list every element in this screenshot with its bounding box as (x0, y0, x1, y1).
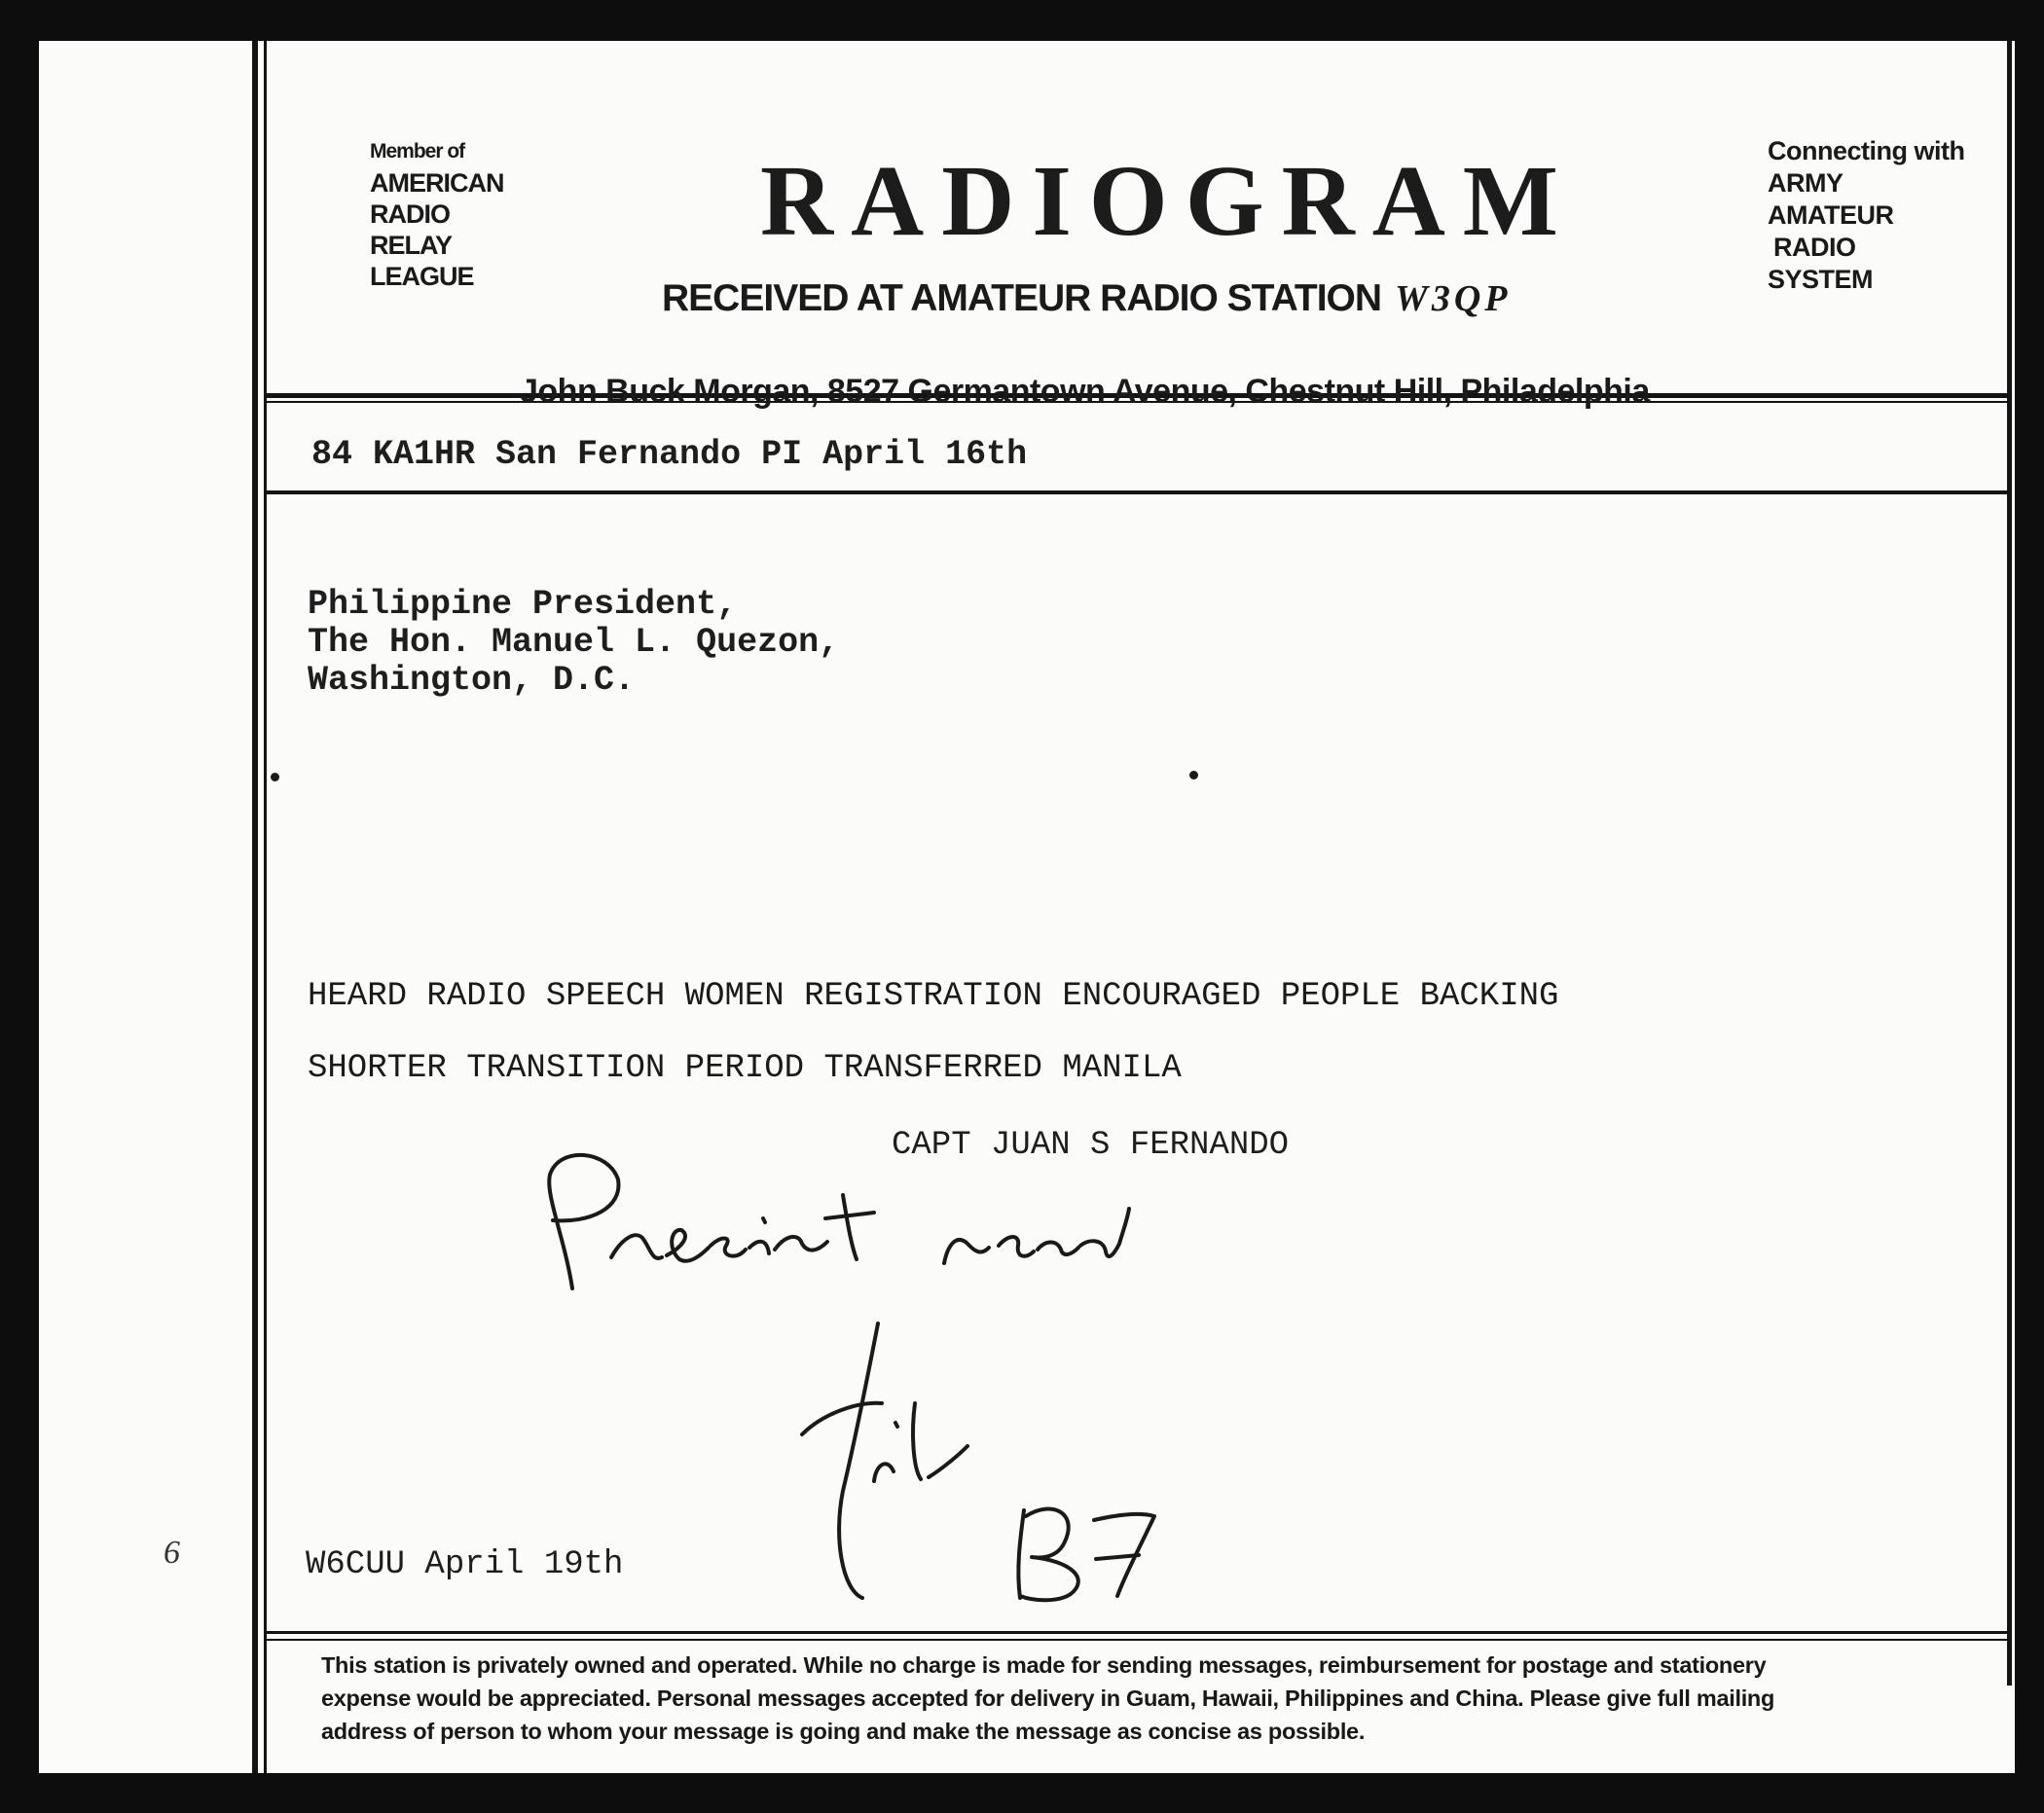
member-line: RADIO (370, 199, 450, 229)
arrl-member-block (370, 136, 545, 292)
received-text: RECEIVED AT AMATEUR RADIO STATION (662, 277, 1382, 319)
preamble-rule (267, 490, 2012, 494)
connecting-line: AMATEUR (1768, 200, 1894, 230)
stub-divider-line (252, 41, 258, 1773)
margin-page-number: 6 (164, 1535, 180, 1571)
footer-line: This station is privately owned and operated. While no charge is made for sending messages, reimbursement for postage and stationery (321, 1652, 1767, 1678)
ink-speck (271, 773, 279, 781)
connecting-block (1768, 135, 2001, 296)
connecting-line: RADIO (1773, 233, 1856, 262)
member-line: RELAY (370, 231, 453, 260)
footer-rule-thin (267, 1639, 2012, 1641)
ink-speck (1189, 771, 1198, 780)
message-line: SHORTER TRANSITION PERIOD TRANSFERRED MANILA (308, 1050, 1182, 1087)
addressee-line: The Hon. Manuel L. Quezon, (308, 623, 840, 662)
message-signature: CAPT JUAN S FERNANDO (892, 1127, 1290, 1164)
member-line: LEAGUE (370, 262, 474, 291)
addressee-line: Philippine President, (308, 585, 738, 624)
message-preamble: 84 KA1HR San Fernando PI April 16th (311, 435, 1028, 474)
received-at-line (662, 276, 1674, 321)
footer-line: address of person to whom your message is going and make the message as concise as possible. (321, 1719, 1366, 1744)
message-line: HEARD RADIO SPEECH WOMEN REGISTRATION ENCOURAGED PEOPLE BACKING (308, 978, 1559, 1015)
connecting-line: SYSTEM (1768, 265, 1874, 294)
addressee-block (308, 586, 839, 700)
relay-station-line: W6CUU April 19th (306, 1546, 624, 1583)
addressee-line: Washington, D.C. (308, 661, 636, 700)
member-line: AMERICAN (370, 168, 504, 198)
connecting-line: ARMY (1768, 168, 1843, 198)
right-border-line (2007, 41, 2012, 1686)
station-callsign: W3QP (1395, 278, 1512, 319)
connecting-line: Connecting with (1768, 136, 1965, 165)
form-title: RADIOGRAM (760, 145, 1576, 257)
radiogram-form (39, 41, 2015, 1773)
stub-divider-line-inner (264, 41, 267, 1773)
footer-line: expense would be appreciated. Personal messages accepted for delivery in Guam, Hawaii, Philippines and China. Please give full mailing (321, 1686, 1775, 1711)
member-line: Member of (370, 140, 465, 163)
footer-notice (321, 1649, 1995, 1748)
station-address: John Buck Morgan, 8527 Germantown Avenue, Chestnut Hill, Philadelphia (520, 373, 1650, 410)
footer-rule (267, 1631, 2012, 1634)
